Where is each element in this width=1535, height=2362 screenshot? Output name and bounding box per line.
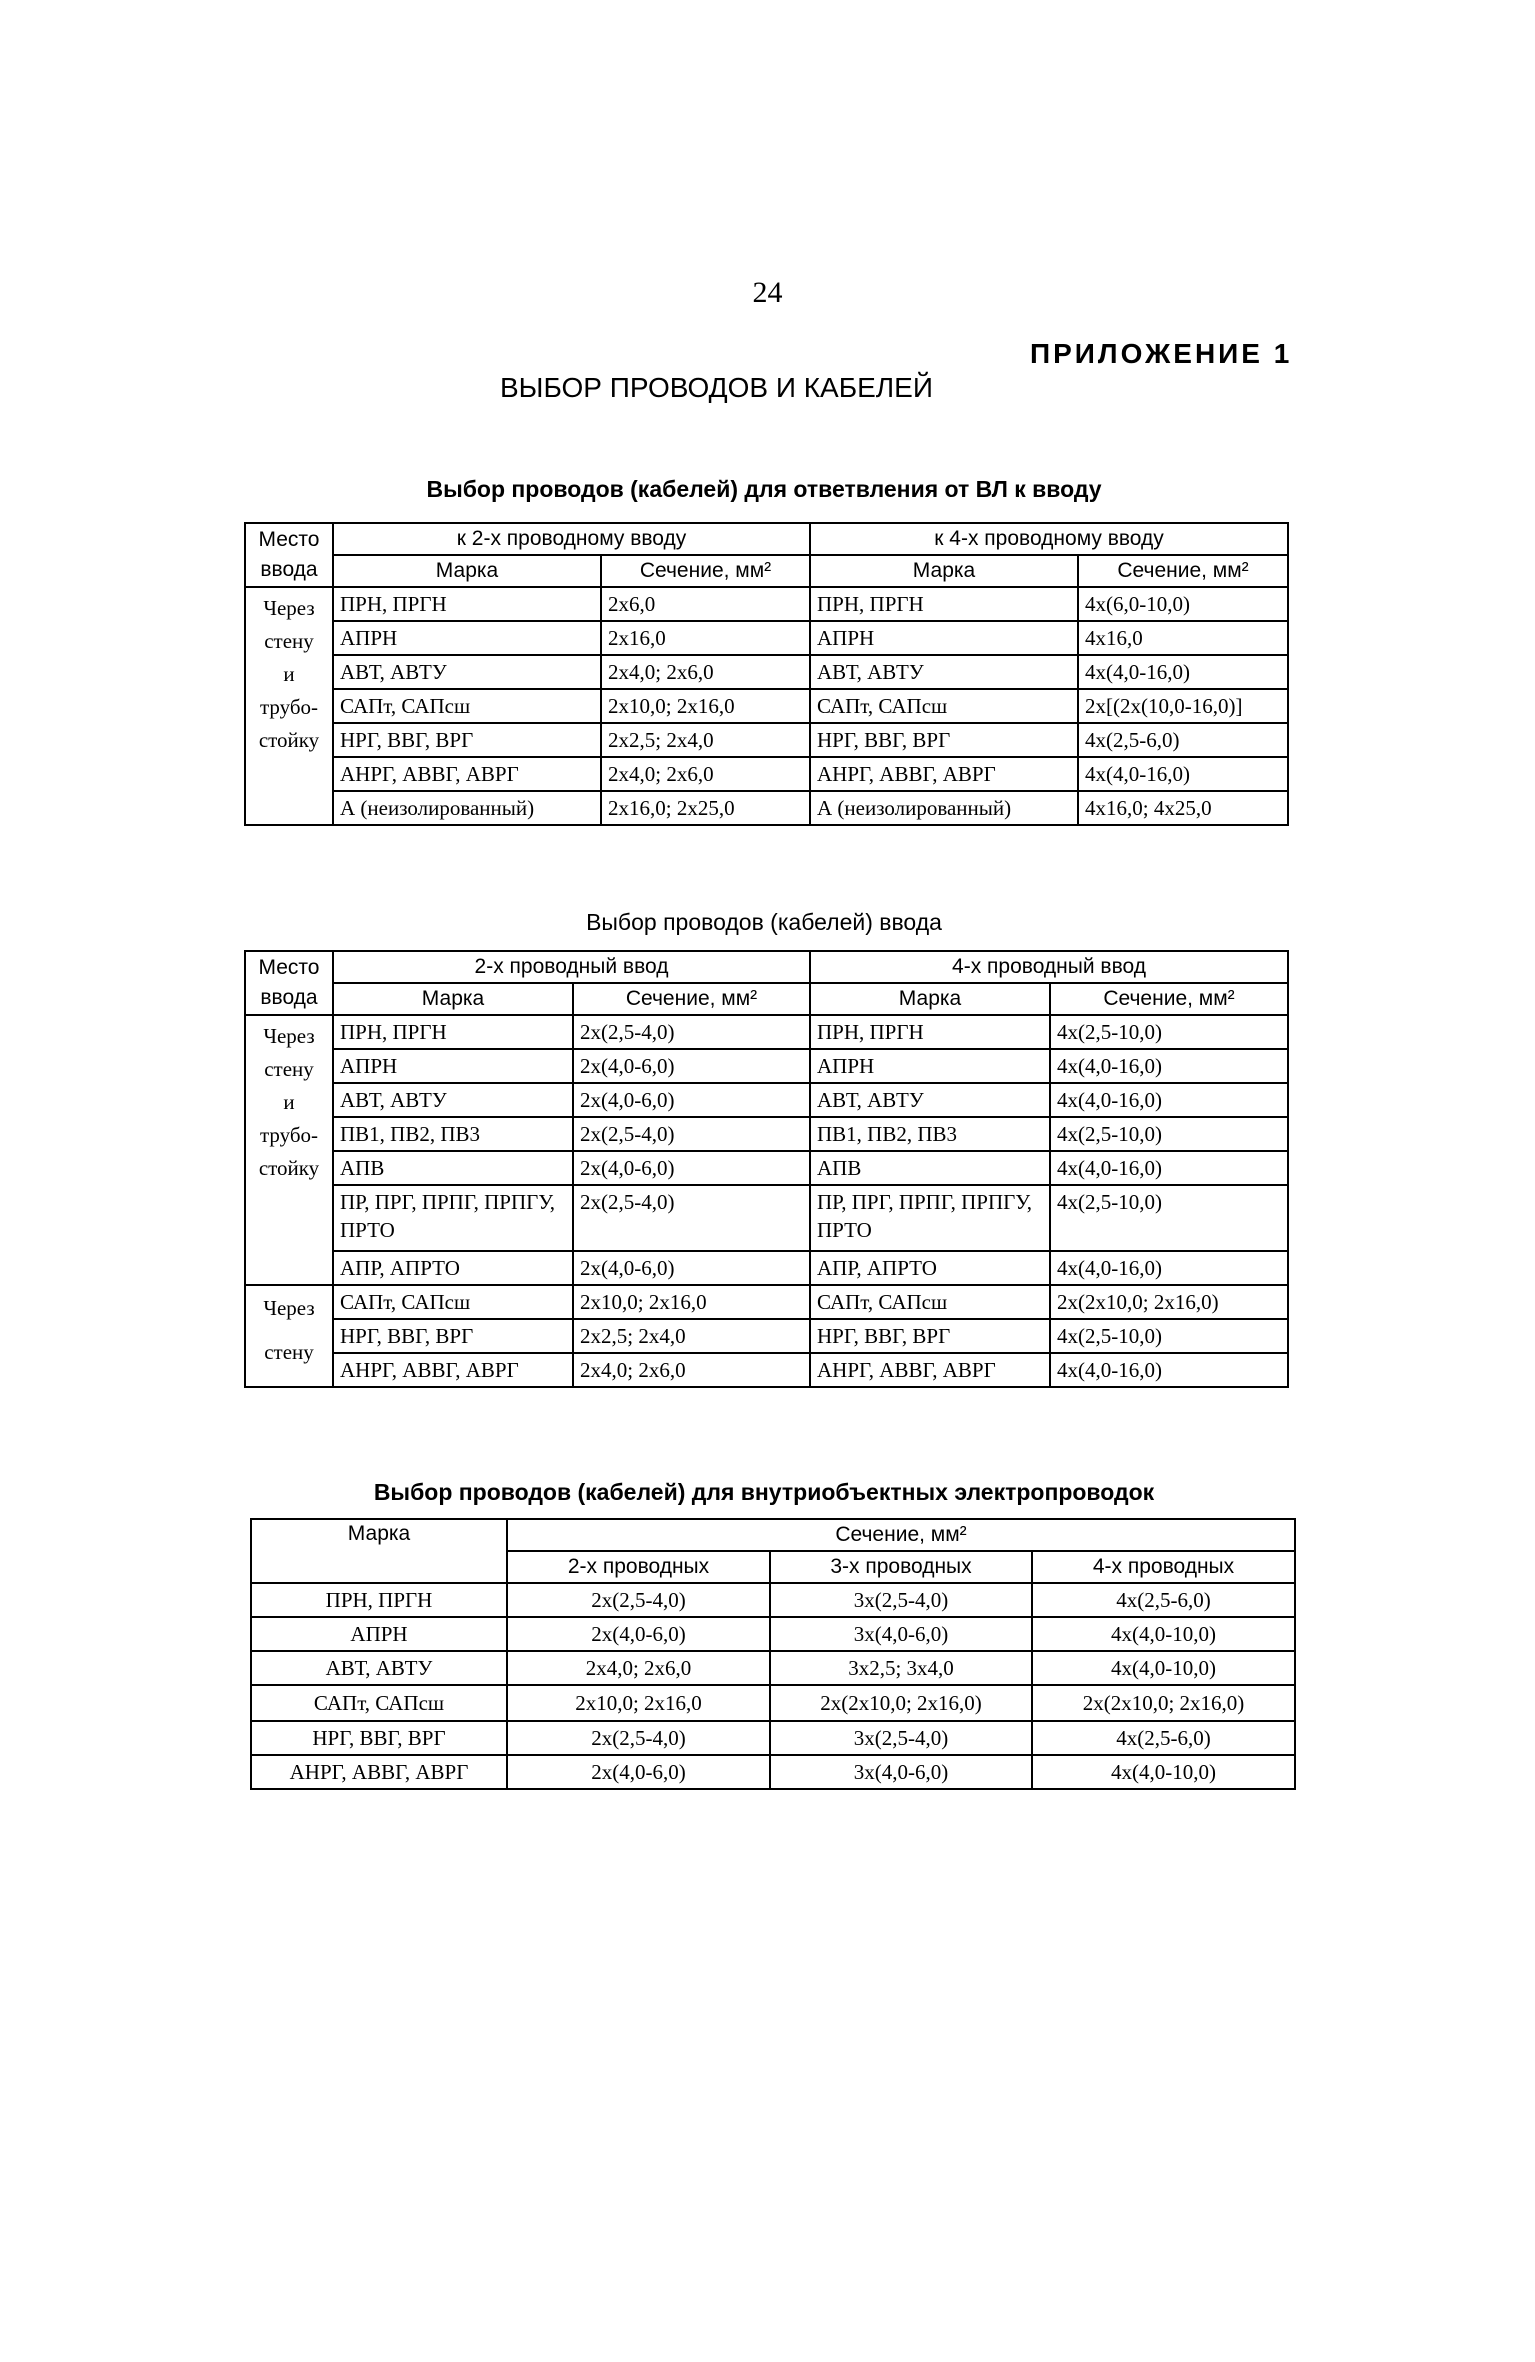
table-cell: 2х10,0; 2х16,0 xyxy=(573,1285,810,1319)
table-cell: АПРН xyxy=(251,1617,507,1651)
table-cell: 2х(2,5-4,0) xyxy=(573,1015,810,1049)
table3-caption: Выбор проводов (кабелей) для внутриобъектных электропроводок xyxy=(373,1479,1155,1505)
table-cell: ПРН, ПРГН xyxy=(333,1015,573,1049)
table-cell: ПВ1, ПВ2, ПВ3 xyxy=(333,1117,573,1151)
table-cell: НРГ, ВВГ, ВРГ xyxy=(333,1319,573,1353)
table-cell: 2х2,5; 2х4,0 xyxy=(573,1319,810,1353)
table-cell: 4х(4,0-16,0) xyxy=(1050,1049,1288,1083)
table-cell: ПРН, ПРГН xyxy=(251,1583,507,1617)
table-cell: 2х4,0; 2х6,0 xyxy=(573,1353,810,1387)
table-cell: 4х(4,0-10,0) xyxy=(1032,1651,1295,1685)
table-cell: АПРН xyxy=(810,621,1078,655)
table-cell: 2х(2,5-4,0) xyxy=(573,1185,810,1251)
table-cell: 2х4,0; 2х6,0 xyxy=(601,757,810,791)
table-cell: ПР, ПРГ, ПРПГ, ПРПГУ, ПРТО xyxy=(810,1185,1050,1251)
table-cell: 4х(4,0-10,0) xyxy=(1032,1617,1295,1651)
table-cell: 2х(4,0-6,0) xyxy=(573,1251,810,1285)
table-cell: 2х(2,5-4,0) xyxy=(573,1117,810,1151)
place-cell: Через стену xyxy=(245,1285,333,1387)
table-cell: 3х2,5; 3х4,0 xyxy=(770,1651,1032,1685)
table-cell: ПРН, ПРГН xyxy=(810,587,1078,621)
table-cell: 2х(2х10,0; 2х16,0) xyxy=(1050,1285,1288,1319)
table-cell: А (неизолированный) xyxy=(810,791,1078,825)
table-cell: 4х16,0; 4х25,0 xyxy=(1078,791,1288,825)
indoor-wiring-table xyxy=(250,1518,1296,1790)
table-cell: 2х(4,0-6,0) xyxy=(573,1151,810,1185)
table-cell: 2х(2х10,0; 2х16,0) xyxy=(1032,1685,1295,1721)
table-cell: АПРН xyxy=(333,621,601,655)
table-cell: НРГ, ВВГ, ВРГ xyxy=(251,1721,507,1755)
table-cell: 2х(4,0-6,0) xyxy=(573,1049,810,1083)
table-cell: 2х16,0 xyxy=(601,621,810,655)
table-cell: 3х(4,0-6,0) xyxy=(770,1755,1032,1789)
mark-header: Марка xyxy=(810,983,1050,1015)
table-cell: 2х(2х10,0; 2х16,0) xyxy=(770,1685,1032,1721)
table-cell: 2х(2,5-4,0) xyxy=(507,1721,770,1755)
table-cell: АПРН xyxy=(333,1049,573,1083)
table-cell: 2х(2,5-4,0) xyxy=(507,1583,770,1617)
table-cell: НРГ, ВВГ, ВРГ xyxy=(810,723,1078,757)
table-cell: АНРГ, АВВГ, АВРГ xyxy=(251,1755,507,1789)
table-cell: АВТ, АВТУ xyxy=(333,1083,573,1117)
col-3wire-header: 3-х проводных xyxy=(770,1551,1032,1583)
table-cell: 4х(4,0-10,0) xyxy=(1032,1755,1295,1789)
group-2wire-header: к 2-х проводному вводу xyxy=(333,523,810,555)
table-cell: 3х(2,5-4,0) xyxy=(770,1583,1032,1617)
mark-header: Марка xyxy=(810,555,1078,587)
table-cell: АПРН xyxy=(810,1049,1050,1083)
table-cell: 4х(4,0-16,0) xyxy=(1050,1251,1288,1285)
table-cell: 4х(2,5-10,0) xyxy=(1050,1015,1288,1049)
table-cell: ПВ1, ПВ2, ПВ3 xyxy=(810,1117,1050,1151)
table-cell: 4х(4,0-16,0) xyxy=(1078,757,1288,791)
table-cell: НРГ, ВВГ, ВРГ xyxy=(810,1319,1050,1353)
table-cell: 4х(2,5-10,0) xyxy=(1050,1117,1288,1151)
table-cell: АВТ, АВТУ xyxy=(251,1651,507,1685)
table-cell: А (неизолированный) xyxy=(333,791,601,825)
table-cell: 3х(2,5-4,0) xyxy=(770,1721,1032,1755)
place-cell: Через стену и трубо- стойку xyxy=(245,1015,333,1285)
table-cell: 2х(4,0-6,0) xyxy=(507,1755,770,1789)
table-cell: САПт, САПсш xyxy=(333,1285,573,1319)
col-4wire-header: 4-х проводных xyxy=(1032,1551,1295,1583)
place-header: Место ввода xyxy=(245,523,333,587)
table-cell: ПР, ПРГ, ПРПГ, ПРПГУ, ПРТО xyxy=(333,1185,573,1251)
mark-header: Марка xyxy=(251,1519,507,1583)
table-cell: АПР, АПРТО xyxy=(333,1251,573,1285)
page-number: 24 xyxy=(752,276,783,309)
table-cell: САПт, САПсш xyxy=(251,1685,507,1721)
table-cell: 2х(4,0-6,0) xyxy=(507,1617,770,1651)
table-cell: САПт, САПсш xyxy=(810,689,1078,723)
table-cell: 2х2,5; 2х4,0 xyxy=(601,723,810,757)
table-cell: САПт, САПсш xyxy=(333,689,601,723)
table-cell: 4х(4,0-16,0) xyxy=(1050,1353,1288,1387)
table-cell: 4х(2,5-6,0) xyxy=(1032,1721,1295,1755)
table-cell: АПВ xyxy=(810,1151,1050,1185)
table-cell: 4х16,0 xyxy=(1078,621,1288,655)
group-4wire-header: к 4-х проводному вводу xyxy=(810,523,1288,555)
table-cell: 3х(4,0-6,0) xyxy=(770,1617,1032,1651)
table-cell: 2х10,0; 2х16,0 xyxy=(507,1685,770,1721)
table-cell: 4х(2,5-10,0) xyxy=(1050,1185,1288,1251)
section-header: Сечение, мм² xyxy=(1050,983,1288,1015)
section-header: Сечение, мм² xyxy=(507,1519,1295,1551)
table-cell: АНРГ, АВВГ, АВРГ xyxy=(333,1353,573,1387)
group-2wire-header: 2-х проводный ввод xyxy=(333,951,810,983)
table-cell: 4х(2,5-6,0) xyxy=(1078,723,1288,757)
place-cell: Через стену и трубо- стойку xyxy=(245,587,333,825)
mark-header: Марка xyxy=(333,555,601,587)
place-header: Место ввода xyxy=(245,951,333,1015)
section-header: Сечение, мм² xyxy=(601,555,810,587)
table-cell: АНРГ, АВВГ, АВРГ xyxy=(810,757,1078,791)
table-cell: САПт, САПсш xyxy=(810,1285,1050,1319)
section-header: Сечение, мм² xyxy=(573,983,810,1015)
table-cell: 2х10,0; 2х16,0 xyxy=(601,689,810,723)
branch-selection-table xyxy=(244,522,1289,826)
table-cell: 2х(4,0-6,0) xyxy=(573,1083,810,1117)
table1-caption: Выбор проводов (кабелей) для ответвления от ВЛ к вводу xyxy=(426,476,1102,502)
table-cell: АВТ, АВТУ xyxy=(333,655,601,689)
col-2wire-header: 2-х проводных xyxy=(507,1551,770,1583)
group-4wire-header: 4-х проводный ввод xyxy=(810,951,1288,983)
table-cell: АПР, АПРТО xyxy=(810,1251,1050,1285)
table-cell: 4х(4,0-16,0) xyxy=(1078,655,1288,689)
table-cell: АВТ, АВТУ xyxy=(810,1083,1050,1117)
table-cell: 2х4,0; 2х6,0 xyxy=(601,655,810,689)
entry-selection-table xyxy=(244,950,1289,1388)
table-cell: АВТ, АВТУ xyxy=(810,655,1078,689)
table-cell: 4х(2,5-6,0) xyxy=(1032,1583,1295,1617)
table-cell: ПРН, ПРГН xyxy=(810,1015,1050,1049)
table-cell: АНРГ, АВВГ, АВРГ xyxy=(810,1353,1050,1387)
table-cell: 2х16,0; 2х25,0 xyxy=(601,791,810,825)
table-cell: АПВ xyxy=(333,1151,573,1185)
table-cell: АНРГ, АВВГ, АВРГ xyxy=(333,757,601,791)
mark-header: Марка xyxy=(333,983,573,1015)
table-cell: 4х(4,0-16,0) xyxy=(1050,1151,1288,1185)
table-cell: 2х4,0; 2х6,0 xyxy=(507,1651,770,1685)
table-cell: 4х(6,0-10,0) xyxy=(1078,587,1288,621)
table-cell: 2х[(2х(10,0-16,0)] xyxy=(1078,689,1288,723)
table-cell: 4х(2,5-10,0) xyxy=(1050,1319,1288,1353)
appendix-label: ПРИЛОЖЕНИЕ 1 xyxy=(1030,338,1293,369)
table2-caption: Выбор проводов (кабелей) ввода xyxy=(586,909,942,935)
table-cell: НРГ, ВВГ, ВРГ xyxy=(333,723,601,757)
section-header: Сечение, мм² xyxy=(1078,555,1288,587)
page-title: ВЫБОР ПРОВОДОВ И КАБЕЛЕЙ xyxy=(500,372,933,403)
table-cell: 4х(4,0-16,0) xyxy=(1050,1083,1288,1117)
table-cell: 2х6,0 xyxy=(601,587,810,621)
table-cell: ПРН, ПРГН xyxy=(333,587,601,621)
